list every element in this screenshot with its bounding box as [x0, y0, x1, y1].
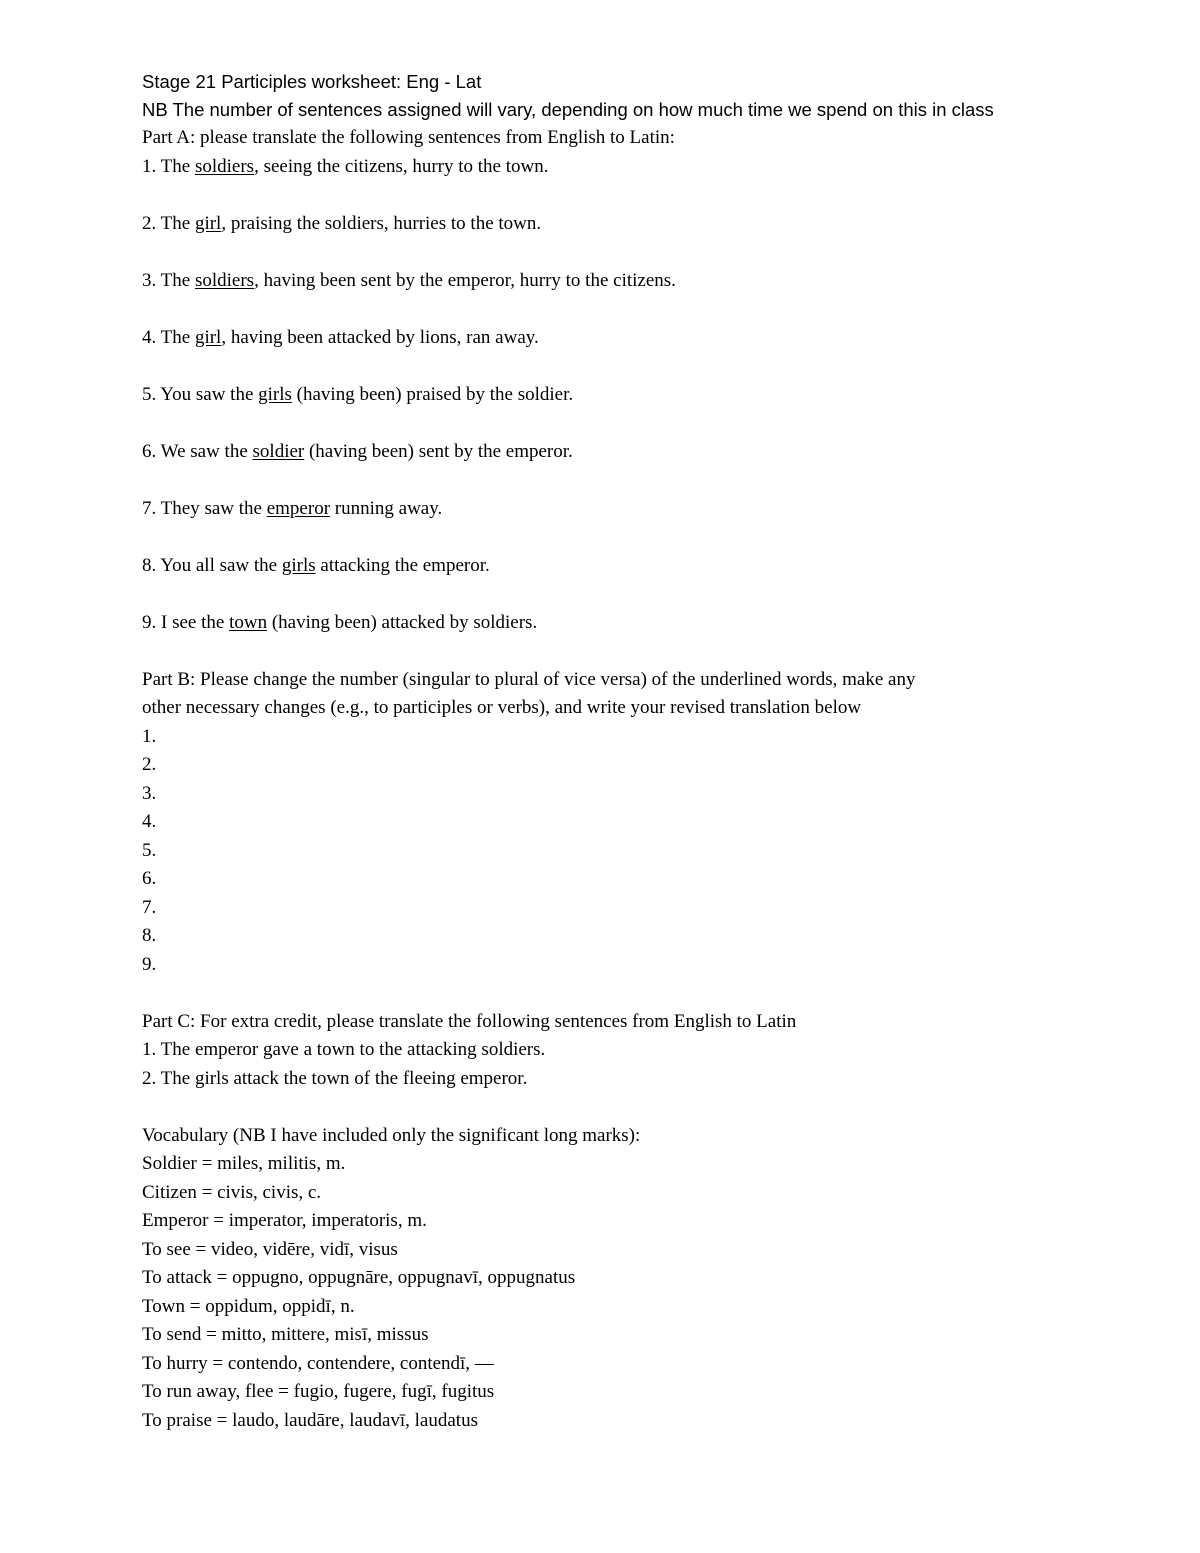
underlined-word: town [229, 611, 268, 633]
part-a-sentence: 1. The soldiers, seeing the citizens, hurry to the town. [142, 155, 549, 177]
part-a-sentence: 6. We saw the soldier (having been) sent by the emperor. [142, 440, 573, 462]
part-b-item: 9. [142, 953, 157, 975]
part-b-item: 5. [142, 839, 157, 861]
vocabulary-entry: To attack = oppugno, oppugnāre, oppugnavī, oppugnatus [142, 1267, 576, 1288]
part-b-item: 6. [142, 868, 157, 889]
vocabulary-entry: To praise = laudo, laudāre, laudavī, laudatus [142, 1409, 478, 1431]
part-b-heading-continued: other necessary changes (e.g., to participles or verbs), and write your revised translation below [142, 697, 862, 718]
part-c-sentence: 2. The girls attack the town of the fleeing emperor. [142, 1067, 528, 1089]
worksheet-page [142, 68, 1152, 1435]
part-b-item: 8. [142, 925, 157, 946]
part-a-heading: Part A: please translate the following sentences from English to Latin: [142, 127, 675, 148]
underlined-word: soldier [252, 440, 305, 462]
vocabulary-entry: To hurry = contendo, contendere, contendī, — [142, 1352, 494, 1374]
underlined-word: soldiers [194, 269, 255, 291]
underlined-word: girl [194, 212, 222, 234]
assignment-note: NB The number of sentences assigned will vary, depending on how much time we spend on this in class [142, 99, 994, 120]
part-b-item: 3. [142, 782, 157, 804]
vocabulary-entry: Emperor = imperator, imperatoris, m. [142, 1210, 427, 1231]
part-a-sentence: 2. The girl, praising the soldiers, hurries to the town. [142, 212, 542, 234]
vocabulary-heading: Vocabulary (NB I have included only the significant long marks): [142, 1124, 641, 1146]
part-c-sentence: 1. The emperor gave a town to the attacking soldiers. [142, 1039, 546, 1060]
part-a-sentence: 9. I see the town (having been) attacked by soldiers. [142, 611, 538, 633]
vocabulary-entry: To run away, flee = fugio, fugere, fugī, fugitus [142, 1381, 495, 1402]
part-c-heading: Part C: For extra credit, please translate the following sentences from English to Latin [142, 1010, 797, 1032]
vocabulary-entry: Town = oppidum, oppidī, n. [142, 1295, 355, 1317]
part-b-item: 1. [142, 725, 157, 747]
vocabulary-entry: To see = video, vidēre, vidī, visus [142, 1238, 398, 1260]
worksheet-title: Stage 21 Participles worksheet: Eng - Lat [142, 71, 482, 92]
underlined-word: emperor [266, 497, 331, 519]
vocabulary-entry: Soldier = miles, militis, m. [142, 1153, 346, 1174]
underlined-word: soldiers [194, 155, 255, 177]
part-b-item: 4. [142, 811, 157, 832]
part-a-sentence: 8. You all saw the girls attacking the emperor. [142, 554, 490, 576]
part-a-sentence: 5. You saw the girls (having been) praised by the soldier. [142, 383, 574, 405]
part-b-item: 2. [142, 754, 157, 775]
part-b-item: 7. [142, 896, 157, 918]
part-a-sentence: 3. The soldiers, having been sent by the emperor, hurry to the citizens. [142, 269, 676, 291]
part-a-sentence: 4. The girl, having been attacked by lions, ran away. [142, 326, 539, 348]
underlined-word: girl [194, 326, 222, 348]
vocabulary-entry: Citizen = civis, civis, c. [142, 1181, 322, 1203]
underlined-word: girls [258, 383, 292, 405]
part-b-heading: Part B: Please change the number (singular to plural of vice versa) of the underlined words, make any [142, 668, 916, 690]
part-a-sentence: 7. They saw the emperor running away. [142, 497, 443, 519]
vocabulary-entry: To send = mitto, mittere, misī, missus [142, 1324, 429, 1345]
underlined-word: girls [281, 554, 316, 576]
